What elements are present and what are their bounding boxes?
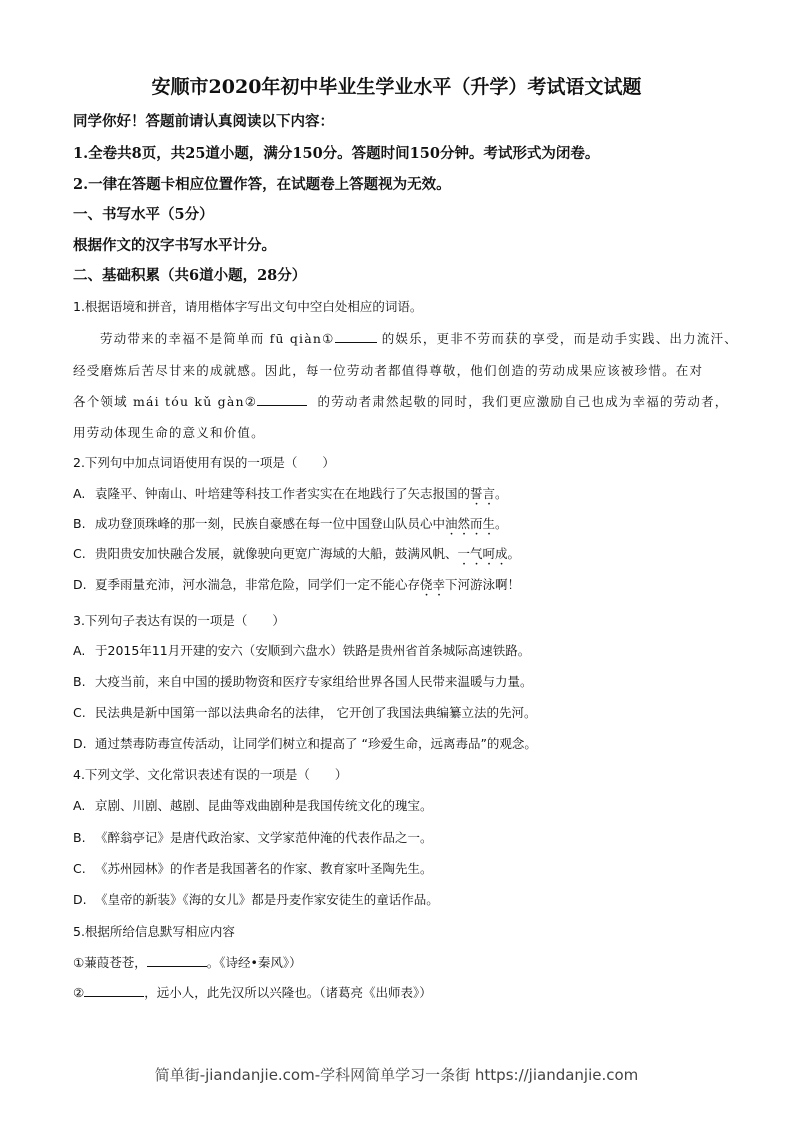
q1-passage-line bbox=[100, 329, 738, 347]
option-letter: B. bbox=[73, 516, 86, 531]
item-text: 。《诗经•秦风》） bbox=[206, 955, 302, 970]
intro-rule-1: 1.全卷共8页，共25道小题，满分150分。答题时间150分钟。考试形式为闭卷。 bbox=[73, 145, 600, 162]
emphasized-word: 油然而生 bbox=[445, 516, 496, 531]
q4-option-a bbox=[73, 796, 433, 814]
document-title: 安顺市2020年初中毕业生学业水平（升学）考试语文试题 bbox=[151, 76, 642, 98]
q3-option-b bbox=[73, 672, 533, 690]
emphasized-word: 一气呵成 bbox=[457, 546, 508, 561]
q2-option-d bbox=[73, 575, 520, 599]
section-2-heading: 二、基础积累（共6道小题，28分） bbox=[73, 267, 307, 284]
section-1-heading: 一、书写水平（5分） bbox=[73, 206, 214, 223]
q1-text: 劳动带来的幸福不是简单而 fū qiàn① bbox=[100, 331, 335, 346]
option-text: 袁隆平、钟南山、叶培建等科技工作者实实在在地践行了矢志报国的 bbox=[95, 486, 471, 501]
item-text: ② bbox=[73, 985, 85, 1000]
section-1-text: 根据作文的汉字书写水平计分。 bbox=[73, 237, 276, 254]
option-letter: D. bbox=[73, 736, 87, 751]
option-letter: C. bbox=[73, 705, 86, 720]
option-letter: D. bbox=[73, 577, 87, 592]
option-letter: A. bbox=[73, 798, 86, 813]
q1-text: 的劳动者肃然起敬的同时，我们更应激励自己也成为幸福的劳动者， bbox=[317, 394, 729, 409]
option-text: 通过禁毒防毒宣传活动，让同学们树立和提高了 “珍爱生命，远离毒品”的观念。 bbox=[95, 736, 537, 751]
q4-option-b bbox=[73, 828, 433, 846]
q5-item-2 bbox=[73, 983, 432, 1001]
option-letter: A. bbox=[73, 643, 86, 658]
answer-blank[interactable] bbox=[147, 954, 207, 967]
answer-blank-1[interactable] bbox=[335, 330, 377, 343]
answer-blank[interactable] bbox=[84, 984, 144, 997]
q1-text: 各个领域 mái tóu kǔ gàn② bbox=[73, 394, 258, 409]
q1-text: 的娱乐，更非不劳而获的享受，而是动手实践、出力流汗、 bbox=[381, 331, 738, 346]
option-text: 于2015年11月开建的安六（安顺到六盘水）铁路是贵州省首条城际高速铁路。 bbox=[95, 643, 531, 658]
q4-option-d bbox=[73, 890, 439, 908]
intro-greeting: 同学你好！答题前请认真阅读以下内容： bbox=[73, 113, 334, 130]
q3-stem: 3.下列句子表达有误的一项是（ ） bbox=[73, 613, 285, 628]
option-text: 成功登顶珠峰的那一刻，民族自豪感在每一位中国登山队员心中 bbox=[95, 516, 446, 531]
item-text: ，远小人，此先汉所以兴隆也。（诸葛亮《出师表》） bbox=[144, 985, 432, 1000]
emphasized-word: 侥幸 bbox=[420, 577, 446, 592]
q3-option-d bbox=[73, 734, 537, 752]
q1-passage-line bbox=[73, 392, 729, 410]
option-text: 《醉翁亭记》是唐代政治家、文学家范仲淹的代表作品之一。 bbox=[95, 830, 433, 845]
item-text: ①蒹葭苍苍， bbox=[73, 955, 147, 970]
option-letter: D. bbox=[73, 892, 87, 907]
q3-option-a bbox=[73, 641, 530, 659]
option-text: 大疫当前，来自中国的援助物资和医疗专家组给世界各国人民带来温暖与力量。 bbox=[95, 674, 533, 689]
option-text: 《苏州园林》的作者是我国著名的作家、教育家叶圣陶先生。 bbox=[95, 861, 433, 876]
q4-option-c bbox=[73, 859, 433, 877]
q4-stem: 4.下列文学、文化常识表述有误的一项是（ ） bbox=[73, 767, 348, 782]
q2-stem: 2.下列句中加点词语使用有误的一项是（ ） bbox=[73, 455, 335, 470]
intro-rule-2: 2.一律在答题卡相应位置作答，在试题卷上答题视为无效。 bbox=[73, 176, 451, 193]
option-text: 夏季雨量充沛，河水湍急，非常危险，同学们一定不能心存 bbox=[95, 577, 421, 592]
q1-passage-line: 经受磨炼后苦尽甘来的成就感。因此，每一位劳动者都值得尊敬，他们创造的劳动成果应该被珍惜。在对 bbox=[73, 363, 704, 378]
option-text: 。 bbox=[495, 516, 508, 531]
option-letter: B. bbox=[73, 674, 86, 689]
emphasized-word: 誓言 bbox=[470, 486, 496, 501]
option-text: 。 bbox=[495, 486, 508, 501]
option-text: 《皇帝的新装》《海的女儿》都是丹麦作家安徒生的童话作品。 bbox=[95, 892, 439, 907]
answer-blank-2[interactable] bbox=[257, 393, 307, 406]
option-letter: A. bbox=[73, 486, 86, 501]
option-text: 民法典是新中国第一部以法典命名的法律， 它开创了我国法典编纂立法的先河。 bbox=[95, 705, 537, 720]
option-text: 下河游泳啊！ bbox=[445, 577, 521, 592]
option-letter: C. bbox=[73, 546, 86, 561]
q1-stem: 1.根据语境和拼音，请用楷体字写出文句中空白处相应的词语。 bbox=[73, 299, 423, 314]
option-letter: C. bbox=[73, 861, 86, 876]
option-text: 京剧、川剧、越剧、昆曲等戏曲剧种是我国传统文化的瑰宝。 bbox=[95, 798, 433, 813]
footer-watermark: 简单街-jiandanjie.com-学科网简单学习一条街 https://jiandanjie.com bbox=[154, 1066, 639, 1084]
q1-passage-line: 用劳动体现生命的意义和价值。 bbox=[73, 425, 265, 440]
option-text: 贵阳贵安加快融合发展，就像驶向更宽广海域的大船，鼓满风帆、 bbox=[95, 546, 458, 561]
q5-item-1 bbox=[73, 953, 302, 971]
q2-option-a bbox=[73, 484, 508, 508]
q3-option-c bbox=[73, 703, 536, 721]
q5-stem: 5.根据所给信息默写相应内容 bbox=[73, 924, 235, 939]
option-letter: B. bbox=[73, 830, 86, 845]
q2-option-c bbox=[73, 544, 520, 568]
option-text: 。 bbox=[507, 546, 521, 561]
q2-option-b bbox=[73, 514, 508, 538]
